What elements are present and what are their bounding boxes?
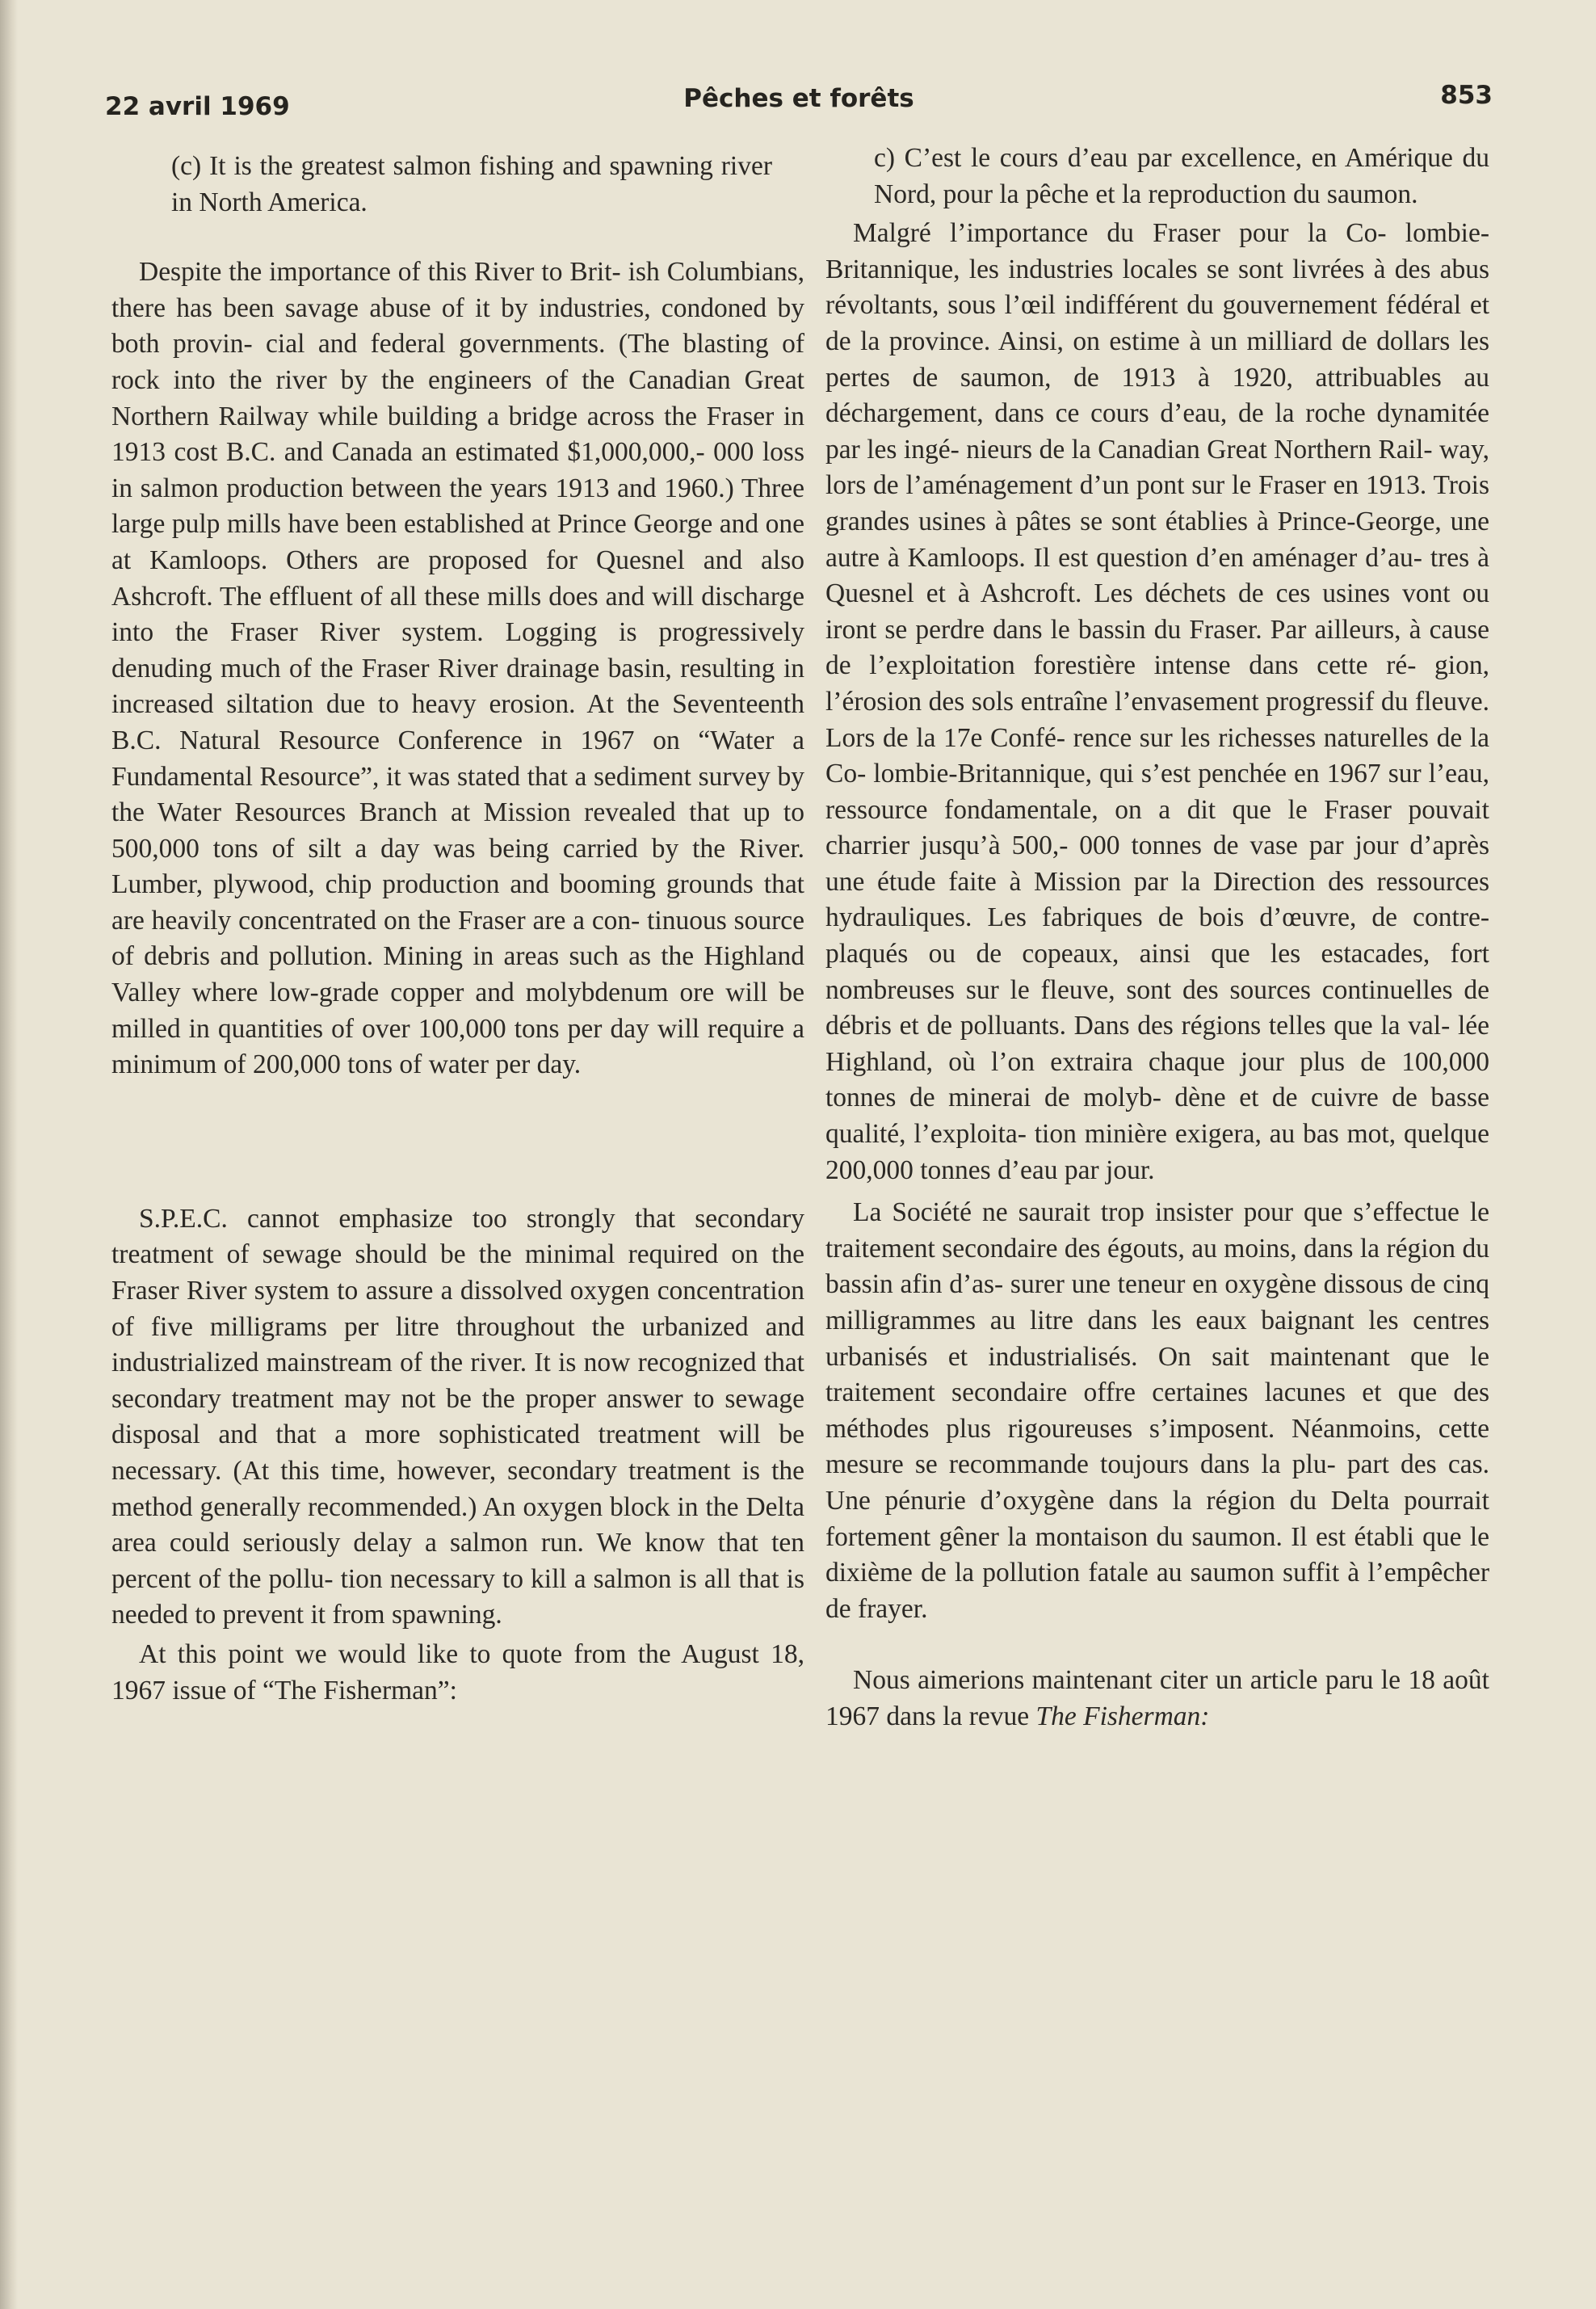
paragraph-quote-intro-en: At this point we would like to quote from the August 18, 1967 issue of “The Fisherman”: bbox=[111, 1638, 804, 1705]
paragraph-spec: S.P.E.C. cannot emphasize too strongly that secondary treatment of sewage should be the minimal required on the Fraser River system to assure a dissolved oxygen concentration of five milligrams per litre throughout the urbanized and industrialized mainstream of the river. It is now recognized that secondary treatment may not be the proper answer to sewage disposal and that a more sophisticated treatment will be necessary. (At this time, however, secondary treatment is the method generally recommended.) An oxygen block in the Delta area could seriously delay a salmon run. We know that ten percent of the pollu- tion necessary to kill a salmon is all that is needed to prevent it from spawning. bbox=[111, 1203, 804, 1630]
english-column bbox=[111, 149, 804, 1709]
paragraph-despite: Despite the importance of this River to Brit- ish Columbians, there has been savage abuse of it by industries, condoned by both provin- cial and federal governments. (The blasting of rock into the river by the engineers of the Canadian Great Northern Railway while building a bridge across the Fraser in 1913 cost B.C. and Canada an estimated $1,000,000,- 000 loss in salmon production between the years 1913 and 1960.) Three large pulp mills have been established at Prince George and one at Kamloops. Others are proposed for Quesnel and also Ashcroft. The effluent of all these mills does and will discharge into the Fraser River system. Logging is progressively denuding much of the Fraser River drainage basin, resulting in increased siltation due to heavy erosion. At the Seventeenth B.C. Natural Resource Conference in 1967 on “Water a Fundamental Resource”, it was stated that a sediment survey by the Water Resources Branch at Mission revealed that up to 500,000 tons of silt a day was being carried by the River. Lumber, plywood, chip production and booming grounds that are heavily concentrated on the Fraser are a con- tinuous source of debris and pollution. Mining in areas such as the Highland Valley where low-grade copper and molybdenum ore will be milled in quantities of over 100,000 tons per day will require a minimum of 200,000 tons of water per day. bbox=[111, 257, 804, 1080]
header-title: Pêches et forêts bbox=[683, 84, 914, 113]
paragraph-quote-intro-fr bbox=[825, 1663, 1489, 1735]
page-number: 853 bbox=[1440, 81, 1493, 110]
magazine-title: The Fisherman: bbox=[1035, 1701, 1210, 1731]
list-item-c-en: (c) It is the greatest salmon fishing and spawning river in North America. bbox=[171, 151, 772, 217]
french-column bbox=[825, 141, 1489, 1735]
page-header bbox=[105, 81, 1493, 129]
paragraph-malgre: Malgré l’importance du Fraser pour la Co- lombie-Britannique, les industries locales se sont livrées à des abus révoltants, sous l’œil indifférent du gouvernement fédéral et de la province. Ainsi, on estime à un milliard de dollars les pertes de saumon, de 1913 à 1920, attribuables au déchargement, dans ce cours d’eau, de la roche dynamitée par les ingé- nieurs de la Canadian Great Northern Rail- way, lors de l’aménagement d’un pont sur le Fraser en 1913. Trois grandes usines à pâtes se sont établies à Prince-George, une autre à Kamloops. Il est question d’en aménager d’au- tres à Quesnel et à Ashcroft. Les déchets de ces usines vont ou iront se perdre dans le bassin du Fraser. Par ailleurs, à cause de l’exploitation forestière intense dans cette ré- gion, l’érosion des sols entraîne l’envasement progressif du fleuve. Lors de la 17e Confé- rence sur les richesses naturelles de la Co- lombie-Britannique, qui s’est penchée en 1967 sur l’eau, ressource fondamentale, on a dit que le Fraser pouvait charrier jusqu’à 500,- 000 tonnes de vase par jour d’après une étude faite à Mission par la Direction des ressources hydrauliques. Les fabriques de bois d’œuvre, de contre-plaqués ou de copeaux, ainsi que les estacades, fort nombreuses sur le fleuve, sont des sources continuelles de débris et de polluants. Dans des régions telles que la val- lée Highland, où l’on extraira chaque jour plus de 100,000 tonnes de minerai de molyb- dène et de cuivre de basse qualité, l’exploita- tion minière exigera, au bas mot, quelque 200,000 tonnes d’eau par jour. bbox=[825, 218, 1489, 1185]
quote-intro-fr-text: Nous aimerions maintenant citer un article paru le 18 août 1967 dans la revue bbox=[825, 1665, 1489, 1731]
list-item-c-fr: c) C’est le cours d’eau par excellence, en Amérique du Nord, pour la pêche et la reproduction du saumon. bbox=[874, 143, 1489, 209]
header-date: 22 avril 1969 bbox=[105, 92, 290, 121]
page-binding-edge bbox=[0, 0, 18, 2309]
paragraph-societe: La Société ne saurait trop insister pour que s’effectue le traitement secondaire des égouts, au moins, dans la région du bassin afin d’as- surer une teneur en oxygène dissous de cinq milligrammes au litre dans les eaux baignant les centres urbanisés et industrialisés. On sait maintenant que le traitement secondaire offre certaines lacunes et que des méthodes plus rigoureuses s’imposent. Néanmoins, cette mesure se recommande toujours dans la plu- part des cas. Une pénurie d’oxygène dans la région du Delta pourrait fortement gêner la montaison du saumon. Il est établi que le dixième de la pollution fatale au saumon suffit à l’empêcher de frayer. bbox=[825, 1197, 1489, 1624]
